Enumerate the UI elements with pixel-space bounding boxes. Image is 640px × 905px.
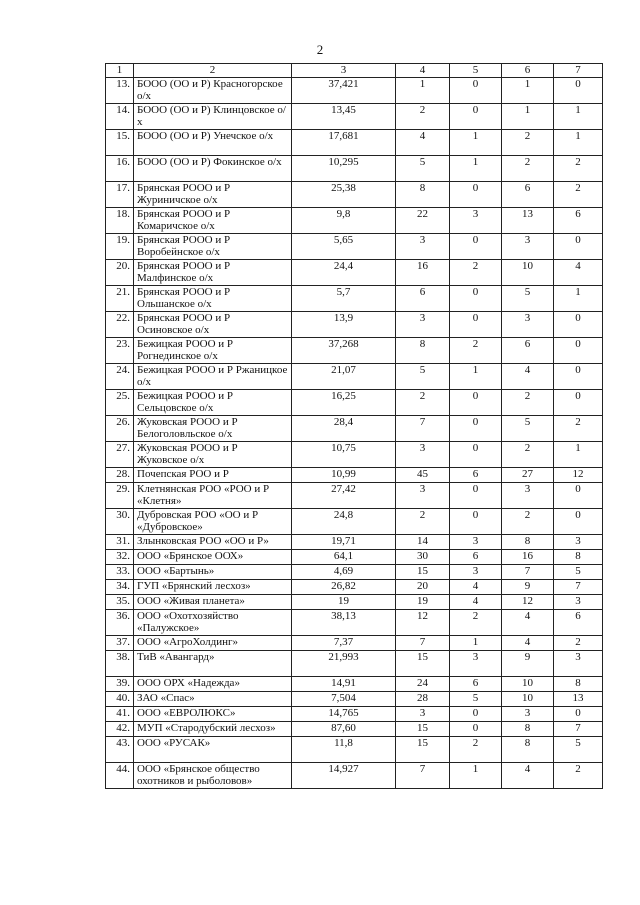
- column-4-value-cell: 3: [396, 441, 450, 467]
- area-value-cell: 7,504: [292, 691, 396, 706]
- organization-name-cell: БООО (ОО и Р) Красногорское о/х: [134, 77, 292, 103]
- row-number-cell: 25.: [106, 389, 134, 415]
- table-row: [106, 609, 603, 635]
- column-7-value-cell: 2: [554, 415, 603, 441]
- table-row: [106, 155, 603, 181]
- column-7-value-cell: 5: [554, 736, 603, 762]
- column-7-value-cell: 7: [554, 579, 603, 594]
- column-5-value-cell: 1: [450, 762, 502, 788]
- column-6-value-cell: 16: [502, 549, 554, 564]
- column-6-value-cell: 2: [502, 129, 554, 155]
- column-6-value-cell: 2: [502, 155, 554, 181]
- column-4-value-cell: 22: [396, 207, 450, 233]
- column-6-value-cell: 2: [502, 508, 554, 534]
- area-value-cell: 24,4: [292, 259, 396, 285]
- column-4-value-cell: 16: [396, 259, 450, 285]
- area-value-cell: 37,421: [292, 77, 396, 103]
- organization-name-cell: ООО «Брянское общество охотников и рыболовов»: [134, 762, 292, 788]
- area-value-cell: 27,42: [292, 482, 396, 508]
- column-7-value-cell: 1: [554, 441, 603, 467]
- table-row: [106, 736, 603, 762]
- area-value-cell: 14,91: [292, 676, 396, 691]
- table-row: [106, 415, 603, 441]
- column-4-value-cell: 20: [396, 579, 450, 594]
- column-5-value-cell: 6: [450, 676, 502, 691]
- column-4-value-cell: 15: [396, 736, 450, 762]
- column-5-value-cell: 0: [450, 441, 502, 467]
- row-number-cell: 44.: [106, 762, 134, 788]
- table-header-row: [106, 64, 603, 78]
- column-6-value-cell: 12: [502, 594, 554, 609]
- column-6-value-cell: 8: [502, 721, 554, 736]
- column-4-value-cell: 12: [396, 609, 450, 635]
- column-4-value-cell: 3: [396, 233, 450, 259]
- column-4-value-cell: 28: [396, 691, 450, 706]
- column-6-value-cell: 6: [502, 181, 554, 207]
- column-5-value-cell: 0: [450, 285, 502, 311]
- header-cell: 1: [106, 64, 134, 78]
- header-cell: 4: [396, 64, 450, 78]
- column-7-value-cell: 13: [554, 691, 603, 706]
- area-value-cell: 19: [292, 594, 396, 609]
- column-5-value-cell: 3: [450, 534, 502, 549]
- column-4-value-cell: 5: [396, 155, 450, 181]
- area-value-cell: 13,9: [292, 311, 396, 337]
- column-6-value-cell: 10: [502, 676, 554, 691]
- row-number-cell: 39.: [106, 676, 134, 691]
- column-7-value-cell: 8: [554, 676, 603, 691]
- column-7-value-cell: 5: [554, 564, 603, 579]
- column-6-value-cell: 3: [502, 233, 554, 259]
- area-value-cell: 7,37: [292, 635, 396, 650]
- table-row: [106, 311, 603, 337]
- column-7-value-cell: 3: [554, 594, 603, 609]
- row-number-cell: 19.: [106, 233, 134, 259]
- header-cell: 3: [292, 64, 396, 78]
- column-4-value-cell: 6: [396, 285, 450, 311]
- row-number-cell: 33.: [106, 564, 134, 579]
- organization-name-cell: Бежицкая РООО и Р Рогнединское о/х: [134, 337, 292, 363]
- table-row: [106, 441, 603, 467]
- column-4-value-cell: 19: [396, 594, 450, 609]
- organization-name-cell: Клетнянская РОО «РОО и Р «Клетня»: [134, 482, 292, 508]
- column-6-value-cell: 7: [502, 564, 554, 579]
- column-5-value-cell: 4: [450, 594, 502, 609]
- column-4-value-cell: 3: [396, 311, 450, 337]
- area-value-cell: 28,4: [292, 415, 396, 441]
- area-value-cell: 19,71: [292, 534, 396, 549]
- column-7-value-cell: 0: [554, 363, 603, 389]
- area-value-cell: 10,295: [292, 155, 396, 181]
- column-7-value-cell: 1: [554, 285, 603, 311]
- table-row: [106, 650, 603, 676]
- column-7-value-cell: 0: [554, 77, 603, 103]
- organization-name-cell: Брянская РООО и Р Малфинское о/х: [134, 259, 292, 285]
- column-7-value-cell: 0: [554, 337, 603, 363]
- table-row: [106, 207, 603, 233]
- column-4-value-cell: 8: [396, 337, 450, 363]
- column-4-value-cell: 4: [396, 129, 450, 155]
- area-value-cell: 13,45: [292, 103, 396, 129]
- column-7-value-cell: 0: [554, 233, 603, 259]
- column-7-value-cell: 0: [554, 482, 603, 508]
- column-4-value-cell: 2: [396, 389, 450, 415]
- area-value-cell: 9,8: [292, 207, 396, 233]
- column-4-value-cell: 15: [396, 650, 450, 676]
- organization-name-cell: ООО ОРХ «Надежда»: [134, 676, 292, 691]
- header-cell: 7: [554, 64, 603, 78]
- table-row: [106, 129, 603, 155]
- header-cell: 6: [502, 64, 554, 78]
- column-6-value-cell: 4: [502, 609, 554, 635]
- column-5-value-cell: 2: [450, 736, 502, 762]
- hunting-grounds-table: [105, 63, 603, 789]
- area-value-cell: 21,07: [292, 363, 396, 389]
- table-row: [106, 181, 603, 207]
- column-6-value-cell: 1: [502, 103, 554, 129]
- column-5-value-cell: 6: [450, 467, 502, 482]
- organization-name-cell: ООО «Брянское ООХ»: [134, 549, 292, 564]
- column-4-value-cell: 5: [396, 363, 450, 389]
- area-value-cell: 4,69: [292, 564, 396, 579]
- column-5-value-cell: 0: [450, 103, 502, 129]
- column-6-value-cell: 5: [502, 415, 554, 441]
- column-5-value-cell: 6: [450, 549, 502, 564]
- table-row: [106, 691, 603, 706]
- organization-name-cell: ООО «Бартынь»: [134, 564, 292, 579]
- organization-name-cell: МУП «Стародубский лесхоз»: [134, 721, 292, 736]
- organization-name-cell: Злынковская РОО «ОО и Р»: [134, 534, 292, 549]
- area-value-cell: 21,993: [292, 650, 396, 676]
- column-5-value-cell: 2: [450, 337, 502, 363]
- column-5-value-cell: 3: [450, 650, 502, 676]
- column-5-value-cell: 0: [450, 77, 502, 103]
- table-row: [106, 467, 603, 482]
- column-6-value-cell: 3: [502, 311, 554, 337]
- organization-name-cell: ТиВ «Авангард»: [134, 650, 292, 676]
- row-number-cell: 37.: [106, 635, 134, 650]
- column-5-value-cell: 0: [450, 482, 502, 508]
- row-number-cell: 15.: [106, 129, 134, 155]
- column-4-value-cell: 15: [396, 721, 450, 736]
- table-row: [106, 549, 603, 564]
- column-6-value-cell: 4: [502, 363, 554, 389]
- table-row: [106, 259, 603, 285]
- row-number-cell: 23.: [106, 337, 134, 363]
- organization-name-cell: ГУП «Брянский лесхоз»: [134, 579, 292, 594]
- organization-name-cell: Брянская РООО и Р Осиновское о/х: [134, 311, 292, 337]
- area-value-cell: 10,99: [292, 467, 396, 482]
- area-value-cell: 5,7: [292, 285, 396, 311]
- organization-name-cell: Почепская РОО и Р: [134, 467, 292, 482]
- column-4-value-cell: 7: [396, 635, 450, 650]
- organization-name-cell: ООО «РУСАК»: [134, 736, 292, 762]
- column-5-value-cell: 4: [450, 579, 502, 594]
- row-number-cell: 16.: [106, 155, 134, 181]
- organization-name-cell: БООО (ОО и Р) Унечское о/х: [134, 129, 292, 155]
- row-number-cell: 14.: [106, 103, 134, 129]
- table-row: [106, 721, 603, 736]
- table-row: [106, 482, 603, 508]
- row-number-cell: 42.: [106, 721, 134, 736]
- organization-name-cell: БООО (ОО и Р) Клинцовское о/х: [134, 103, 292, 129]
- column-5-value-cell: 1: [450, 155, 502, 181]
- column-7-value-cell: 6: [554, 609, 603, 635]
- table-row: [106, 389, 603, 415]
- area-value-cell: 38,13: [292, 609, 396, 635]
- column-7-value-cell: 6: [554, 207, 603, 233]
- area-value-cell: 26,82: [292, 579, 396, 594]
- organization-name-cell: ООО «Охотхозяйство «Палужское»: [134, 609, 292, 635]
- column-4-value-cell: 30: [396, 549, 450, 564]
- column-5-value-cell: 1: [450, 635, 502, 650]
- organization-name-cell: Дубровская РОО «ОО и Р «Дубровское»: [134, 508, 292, 534]
- column-5-value-cell: 2: [450, 259, 502, 285]
- table-row: [106, 635, 603, 650]
- row-number-cell: 30.: [106, 508, 134, 534]
- row-number-cell: 26.: [106, 415, 134, 441]
- column-6-value-cell: 8: [502, 534, 554, 549]
- organization-name-cell: Брянская РООО и Р Комаричское о/х: [134, 207, 292, 233]
- table-row: [106, 285, 603, 311]
- column-5-value-cell: 3: [450, 564, 502, 579]
- organization-name-cell: ООО «Живая планета»: [134, 594, 292, 609]
- row-number-cell: 20.: [106, 259, 134, 285]
- table-row: [106, 579, 603, 594]
- column-6-value-cell: 10: [502, 259, 554, 285]
- table-row: [106, 706, 603, 721]
- area-value-cell: 25,38: [292, 181, 396, 207]
- column-4-value-cell: 7: [396, 762, 450, 788]
- column-7-value-cell: 2: [554, 762, 603, 788]
- column-5-value-cell: 0: [450, 311, 502, 337]
- column-6-value-cell: 3: [502, 482, 554, 508]
- column-7-value-cell: 0: [554, 706, 603, 721]
- column-5-value-cell: 3: [450, 207, 502, 233]
- header-cell: 5: [450, 64, 502, 78]
- column-6-value-cell: 8: [502, 736, 554, 762]
- column-7-value-cell: 8: [554, 549, 603, 564]
- column-7-value-cell: 1: [554, 129, 603, 155]
- column-4-value-cell: 7: [396, 415, 450, 441]
- column-5-value-cell: 0: [450, 181, 502, 207]
- column-7-value-cell: 0: [554, 508, 603, 534]
- column-5-value-cell: 0: [450, 721, 502, 736]
- area-value-cell: 87,60: [292, 721, 396, 736]
- row-number-cell: 22.: [106, 311, 134, 337]
- table-row: [106, 534, 603, 549]
- column-7-value-cell: 2: [554, 635, 603, 650]
- area-value-cell: 17,681: [292, 129, 396, 155]
- organization-name-cell: ООО «ЕВРОЛЮКС»: [134, 706, 292, 721]
- row-number-cell: 40.: [106, 691, 134, 706]
- column-7-value-cell: 0: [554, 311, 603, 337]
- header-cell: 2: [134, 64, 292, 78]
- column-7-value-cell: 2: [554, 155, 603, 181]
- row-number-cell: 31.: [106, 534, 134, 549]
- column-6-value-cell: 2: [502, 441, 554, 467]
- table-row: [106, 594, 603, 609]
- table-row: [106, 564, 603, 579]
- area-value-cell: 37,268: [292, 337, 396, 363]
- column-5-value-cell: 5: [450, 691, 502, 706]
- area-value-cell: 14,765: [292, 706, 396, 721]
- organization-name-cell: Бежицкая РООО и Р Сельцовское о/х: [134, 389, 292, 415]
- organization-name-cell: БООО (ОО и Р) Фокинское о/х: [134, 155, 292, 181]
- column-5-value-cell: 0: [450, 508, 502, 534]
- column-6-value-cell: 4: [502, 762, 554, 788]
- column-6-value-cell: 2: [502, 389, 554, 415]
- column-6-value-cell: 3: [502, 706, 554, 721]
- page-number: 2: [316, 42, 324, 57]
- organization-name-cell: Брянская РООО и Р Ольшанское о/х: [134, 285, 292, 311]
- column-6-value-cell: 1: [502, 77, 554, 103]
- row-number-cell: 27.: [106, 441, 134, 467]
- area-value-cell: 64,1: [292, 549, 396, 564]
- column-5-value-cell: 1: [450, 363, 502, 389]
- column-4-value-cell: 45: [396, 467, 450, 482]
- column-6-value-cell: 10: [502, 691, 554, 706]
- area-value-cell: 16,25: [292, 389, 396, 415]
- table-row: [106, 762, 603, 788]
- column-4-value-cell: 24: [396, 676, 450, 691]
- column-4-value-cell: 2: [396, 103, 450, 129]
- organization-name-cell: ООО «АгроХолдинг»: [134, 635, 292, 650]
- column-4-value-cell: 1: [396, 77, 450, 103]
- column-4-value-cell: 14: [396, 534, 450, 549]
- table-row: [106, 77, 603, 103]
- organization-name-cell: Брянская РООО и Р Журиничское о/х: [134, 181, 292, 207]
- column-6-value-cell: 4: [502, 635, 554, 650]
- table-row: [106, 233, 603, 259]
- column-7-value-cell: 3: [554, 534, 603, 549]
- organization-name-cell: Жуковская РООО и Р Белоголовльское о/х: [134, 415, 292, 441]
- row-number-cell: 28.: [106, 467, 134, 482]
- column-6-value-cell: 6: [502, 337, 554, 363]
- row-number-cell: 13.: [106, 77, 134, 103]
- table-row: [106, 103, 603, 129]
- row-number-cell: 29.: [106, 482, 134, 508]
- organization-name-cell: ЗАО «Спас»: [134, 691, 292, 706]
- column-4-value-cell: 2: [396, 508, 450, 534]
- column-7-value-cell: 1: [554, 103, 603, 129]
- column-4-value-cell: 15: [396, 564, 450, 579]
- table-row: [106, 676, 603, 691]
- table-row: [106, 508, 603, 534]
- column-5-value-cell: 0: [450, 706, 502, 721]
- column-7-value-cell: 3: [554, 650, 603, 676]
- area-value-cell: 24,8: [292, 508, 396, 534]
- table-row: [106, 337, 603, 363]
- organization-name-cell: Брянская РООО и Р Воробейнское о/х: [134, 233, 292, 259]
- column-5-value-cell: 2: [450, 609, 502, 635]
- column-5-value-cell: 0: [450, 389, 502, 415]
- row-number-cell: 24.: [106, 363, 134, 389]
- row-number-cell: 36.: [106, 609, 134, 635]
- column-6-value-cell: 27: [502, 467, 554, 482]
- row-number-cell: 34.: [106, 579, 134, 594]
- column-5-value-cell: 0: [450, 415, 502, 441]
- row-number-cell: 41.: [106, 706, 134, 721]
- column-7-value-cell: 12: [554, 467, 603, 482]
- organization-name-cell: Жуковская РООО и Р Жуковское о/х: [134, 441, 292, 467]
- column-4-value-cell: 3: [396, 482, 450, 508]
- organization-name-cell: Бежицкая РООО и Р Ржаницкое о/х: [134, 363, 292, 389]
- area-value-cell: 5,65: [292, 233, 396, 259]
- column-7-value-cell: 4: [554, 259, 603, 285]
- column-4-value-cell: 8: [396, 181, 450, 207]
- row-number-cell: 18.: [106, 207, 134, 233]
- row-number-cell: 38.: [106, 650, 134, 676]
- column-5-value-cell: 0: [450, 233, 502, 259]
- column-6-value-cell: 9: [502, 650, 554, 676]
- column-7-value-cell: 2: [554, 181, 603, 207]
- row-number-cell: 21.: [106, 285, 134, 311]
- column-6-value-cell: 9: [502, 579, 554, 594]
- row-number-cell: 17.: [106, 181, 134, 207]
- area-value-cell: 14,927: [292, 762, 396, 788]
- table-row: [106, 363, 603, 389]
- row-number-cell: 35.: [106, 594, 134, 609]
- column-5-value-cell: 1: [450, 129, 502, 155]
- column-6-value-cell: 13: [502, 207, 554, 233]
- column-7-value-cell: 0: [554, 389, 603, 415]
- column-6-value-cell: 5: [502, 285, 554, 311]
- row-number-cell: 32.: [106, 549, 134, 564]
- column-4-value-cell: 3: [396, 706, 450, 721]
- row-number-cell: 43.: [106, 736, 134, 762]
- column-7-value-cell: 7: [554, 721, 603, 736]
- area-value-cell: 10,75: [292, 441, 396, 467]
- area-value-cell: 11,8: [292, 736, 396, 762]
